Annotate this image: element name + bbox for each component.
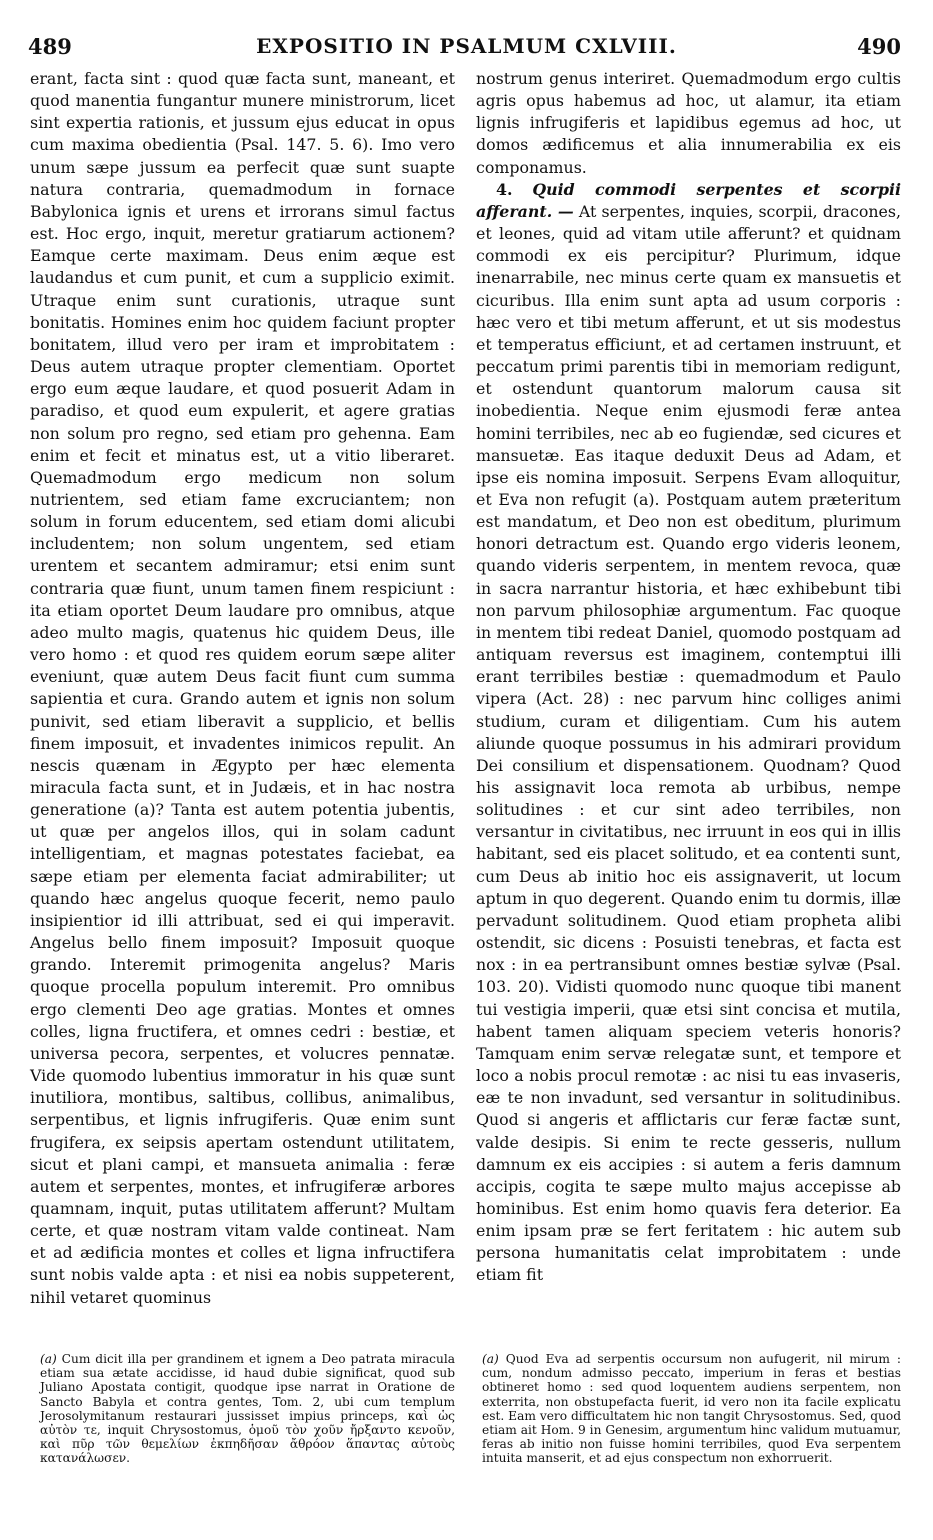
section-paragraph [476,179,901,1287]
footnote-left [40,1352,455,1466]
footnote-right-text: Quod Eva ad serpentis occursum non aufugerit, nil mirum : cum, nondum admisso peccato, imperium in feras et bestias obtineret homo : sed quod loquentem audiens serpentem, non exterrita, non obstupefacta fuerit, id vero non ita facile explicatu est. Eam vero difficultatem hic non tangit Chrysostomus. Sed, quod etiam ait Hom. 9 in Genesim, argumentum hinc validum mutuamur, feras ab initio non fuisse homini terribiles, quod Eva serpentem intuita manserit, et ad ejus conspectum non exhorruerit. [482,1352,902,1466]
page-number-right: 490 [857,34,901,59]
footnote-left-text: Cum dicit illa per grandinem et ignem a Deo patrata miracula etiam sua ætate accidisse, id haud dubie significat, quod sub Juliano Apostata contigit, quodque ipse narrat in Oratione de Sancto Babyla et contra gentes, Tom. 2, ubi cum templum Jerosolymitanum restaurari jussisset impius princeps, καὶ ὡς αὐτὸν τε, inquit Chrysostomus, ὁμοῦ τὸν χοῦν ἤρξαντο κενοῦν, καὶ πῦρ τῶν θεμελίων ἐκπηδῆσαν ἄθρόον ἅπαντας αὐτοὺς κατανάλωσεν. [40,1352,456,1466]
running-header [0,30,933,60]
left-column [30,68,455,1340]
right-column-continuation: nostrum genus interiret. Quemadmodum ergo cultis agris opus habemus ad hoc, ut alamur, ita etiam lignis infrugiferis et lapidibus egemus ad hoc, ut domos ædificemus et alia innumerabilia ex eis componamus. [476,69,901,177]
footnote-left-marker: (a) [40,1352,57,1366]
right-column [476,68,901,1340]
section-text: At serpentes, inquies, scorpii, dracones, et leones, quid ad vitam utile afferunt? et quidnam commodi ex eis percipitur? Plurimum, idque inenarrabile, nec minus certe quam ex mansuetis et cicuribus. Illa enim sunt apta ad usum corporis : hæc vero et tibi metum afferunt, et ut sis modestus et temperatus efficiunt, et ad certamen instruunt, et peccatum primi parentis tibi in memoriam redigunt, et ostendunt quantorum malorum causa sit inobedientia. Neque enim ejusmodi feræ antea homini terribiles, nec ab eo fugiendæ, sed cicures et mansuetæ. Eas itaque deduxit Deus ad Adam, et ipse eis nomina imposuit. Serpens Evam alloquitur, et Eva non refugit (a). Postquam autem præteritum est mandatum, et Deo non est obeditum, plurimum honori detractum est. Quando ergo videris leonem, quando videris serpentem, in mentem revoca, quæ in sacra narrantur historia, et hæc exhibebunt tibi non parvum philosophiæ argumentum. Fac quoque in mentem tibi redeat Daniel, quomodo postquam ad antiquam reversus est imaginem, contemptui illi erant terribiles bestiæ : quemadmodum et Paulo vipera (Act. 28) : nec parvum hinc colliges animi studium, curam et diligentiam. Cum his autem aliunde quoque possumus in his admirari providum Dei consilium et dispensationem. Quodnam? Quod his assignavit loca remota ab urbibus, nempe solitudines : et cur sint adeo terribiles, non versantur in civitatibus, nec irruunt in eos qui in illis habitant, sed eis placet solitudo, et ea contenti sunt, cum Deus ab initio hoc eis assignaverit, ut locum aptum in quo degerent. Quando enim tu dormis, illæ pervadunt solitudinem. Quod etiam propheta alibi ostendit, sic dicens : Posuisti tenebras, et facta est nox : in ea pertransibunt omnes bestiæ sylvæ (Psal. 103. 20). Vidisti quomodo nunc quoque tibi manent tui vestigia imperii, quæ etsi sint concisa et mutila, habent tamen aliquam speciem veteris honoris? Tamquam enim servæ relegatæ sunt, et tempore et loco a nobis procul remotæ : ac nisi tu eas invaseris, eæ te non invadunt, sed versantur in solitudinibus. Quod si angeris et afflictaris cur feræ factæ sunt, valde desipis. Si enim te recte gesseris, nullum damnum ex eis accipies : si autem a feris damnum accipis, cogita te sæpe multo majus accepisse ab hominibus. Est enim homo quavis fera deterior. Ea enim ipsam præ se fert feritatem : hic autem sub persona humanitatis celat improbitatem : unde etiam fit [476,201,901,1285]
running-title: EXPOSITIO IN PSALMUM CXLVIII. [256,34,677,58]
section-title: Quid commodi serpentes et scorpii afferant. — [476,179,901,221]
left-column-text: erant, facta sint : quod quæ facta sunt, maneant, et quod manentia fungantur munere ministrorum, licet sint expertia rationis, et jussum ejus educat in opus cum maxima obedientia (Psal. 147. 5. 6). Imo vero unum sæpe jussum ea perfecit quæ sunt suapte natura contraria, quemadmodum in fornace Babylonica ignis et urens et irrorans simul factus est. Hoc ergo, inquit, meretur gratiarum actionem? Eamque certe maximam. Deus enim æque est laudandus et cum punit, et cum a supplicio eximit. Utraque enim sunt curationis, utraque sunt bonitatis. Homines enim hoc quidem faciunt propter bonitatem, illud vero per iram et improbitatem : Deus autem utraque propter clementiam. Oportet ergo eum æque laudare, et quod posuerit Adam in paradiso, et quod eum expulerit, et agere gratias non solum pro regno, sed etiam pro gehenna. Eam enim et fecit et minatus est, ut a vitio liberaret. Quemadmodum ergo medicum non solum nutrientem, sed etiam fame excruciantem; non solum in forum educentem, sed etiam domi alicubi includentem; non solum ungentem, sed etiam urentem et secantem admiramur; etsi enim sunt contraria quæ fiunt, unum tamen finem respiciunt : ita etiam oportet Deum laudare pro omnibus, atque adeo multo magis, quatenus hic quidem Deus, ille vero homo : et quod res quidem eorum sæpe aliter eveniunt, quæ autem Deus facit fiunt cum summa sapientia et cura. Grando autem et ignis non solum punivit, sed etiam liberavit a supplicio, et bellis finem imposuit, et invadentes inimicos repulit. An nescis quænam in Ægypto per hæc elementa miracula facta sunt, et in Judæis, et in hac nostra generatione (a)? Tanta est autem potentia jubentis, ut quæ per angelos illos, qui in solam cadunt intelligentiam, et magnas potestates faciebat, ea sæpe etiam per elementa faciat admirabiliter; ut quando hæc angelus quoque fecerit, nemo paulo insipientior id illi attribuat, sed ei qui imperavit. Angelus bello finem imposuit? Imposuit quoque grando. Interemit primogenita angelus? Maris quoque procella populum interemit. Pro omnibus ergo clementi Deo age gratias. Montes et omnes colles, ligna fructifera, et omnes cedri : bestiæ, et universa pecora, serpentes, et volucres pennatæ. Vide quomodo lubentius immoratur in his quæ sunt inutiliora, montibus, saltibus, collibus, animalibus, serpentibus, et lignis infrugiferis. Quæ enim sunt frugifera, ex seipsis apertam ostendunt utilitatem, sicut et plani campi, et mansueta animalia : feræ autem et serpentes, montes, et infrugiferæ arbores quamnam, inquit, putas utilitatem afferunt? Multam certe, et quæ nostram vitam valde contineat. Nam et ad ædificia montes et colles et ligna infructifera sunt nobis valde apta : et nisi ea nobis suppeterent, nihil vetaret quominus [30,69,455,1307]
footnote-right [482,1352,901,1466]
footnote-right-marker: (a) [482,1352,499,1366]
section-number: 4. [496,179,513,199]
page-number-left: 489 [28,34,72,59]
